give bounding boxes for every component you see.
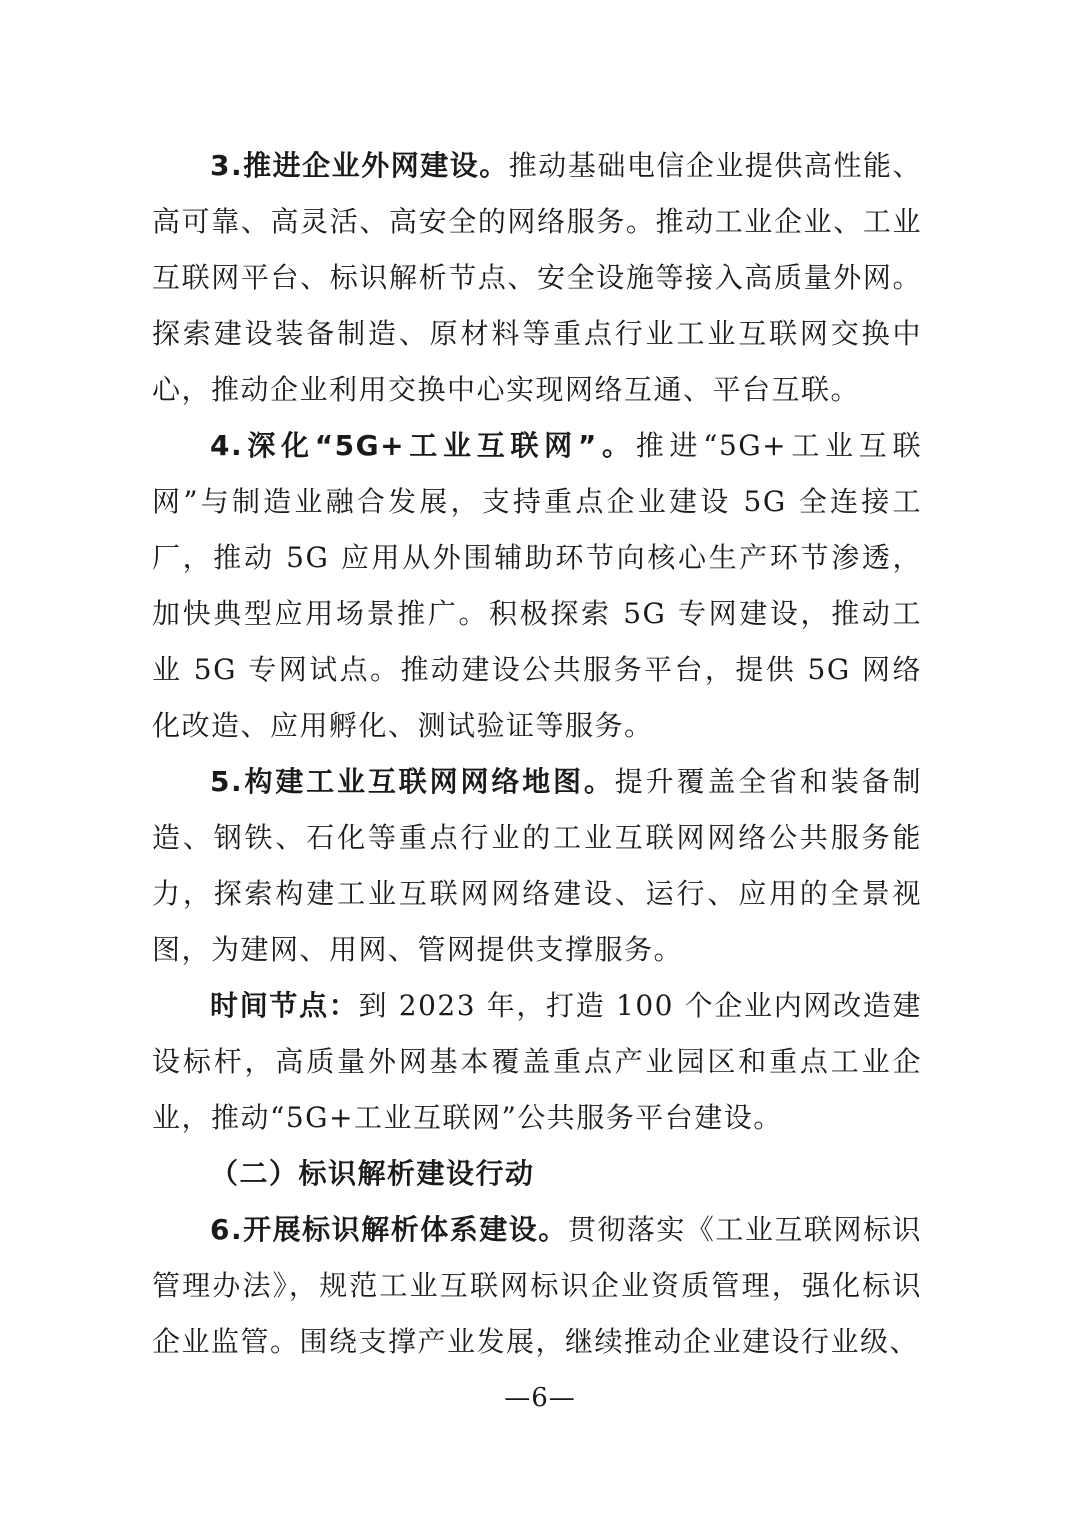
paragraph-identifier-resolution xyxy=(152,1202,922,1370)
document-body xyxy=(152,138,922,1370)
page-number: —6— xyxy=(504,1383,576,1413)
paragraph-body: 推进“5G+工业互联网”与制造业融合发展，支持重点企业建设 5G 全连接工厂，推动 5G 应用从外围辅助环节向核心生产环节渗透，加快典型应用场景推广。积极探索 5G 专网建设，推动工业 5G 专网试点。推动建设公共服务平台，提供 5G 网络化改造、应用孵化、测试验证等服务。 xyxy=(152,429,922,742)
paragraph-body: 提升覆盖全省和装备制造、钢铁、石化等重点行业的工业互联网网络公共服务能力，探索构建工业互联网网络建设、运行、应用的全景视图，为建网、用网、管网提供支撑服务。 xyxy=(152,765,922,966)
paragraph-body: 贯彻落实《工业互联网标识管理办法》，规范工业互联网标识企业资质管理，强化标识企业监管。围绕支撑产业发展，继续推动企业建设行业级、 xyxy=(152,1213,922,1358)
paragraph-5g-industrial-internet xyxy=(152,418,922,754)
paragraph-lead: 3.推进企业外网建设。 xyxy=(210,149,509,182)
paragraph-lead: 4.深化“5G+工业互联网”。 xyxy=(210,429,636,462)
paragraph-body: 推动基础电信企业提供高性能、高可靠、高灵活、高安全的网络服务。推动工业企业、工业互联网平台、标识解析节点、安全设施等接入高质量外网。探索建设装备制造、原材料等重点行业工业互联网交换中心，推动企业利用交换中心实现网络互通、平台互联。 xyxy=(152,149,922,406)
paragraph-lead: 6.开展标识解析体系建设。 xyxy=(210,1213,568,1246)
paragraph-network-map xyxy=(152,754,922,978)
paragraph-timeline xyxy=(152,978,922,1146)
section-heading: （二）标识解析建设行动 xyxy=(210,1157,535,1190)
paragraph-lead: 时间节点： xyxy=(210,989,359,1022)
paragraph-lead: 5.构建工业互联网网络地图。 xyxy=(210,765,615,798)
paragraph-enterprise-external-network xyxy=(152,138,922,418)
paragraph-body: 到 2023 年，打造 100 个企业内网改造建设标杆，高质量外网基本覆盖重点产业园区和重点工业企业，推动“5G+工业互联网”公共服务平台建设。 xyxy=(152,989,922,1134)
